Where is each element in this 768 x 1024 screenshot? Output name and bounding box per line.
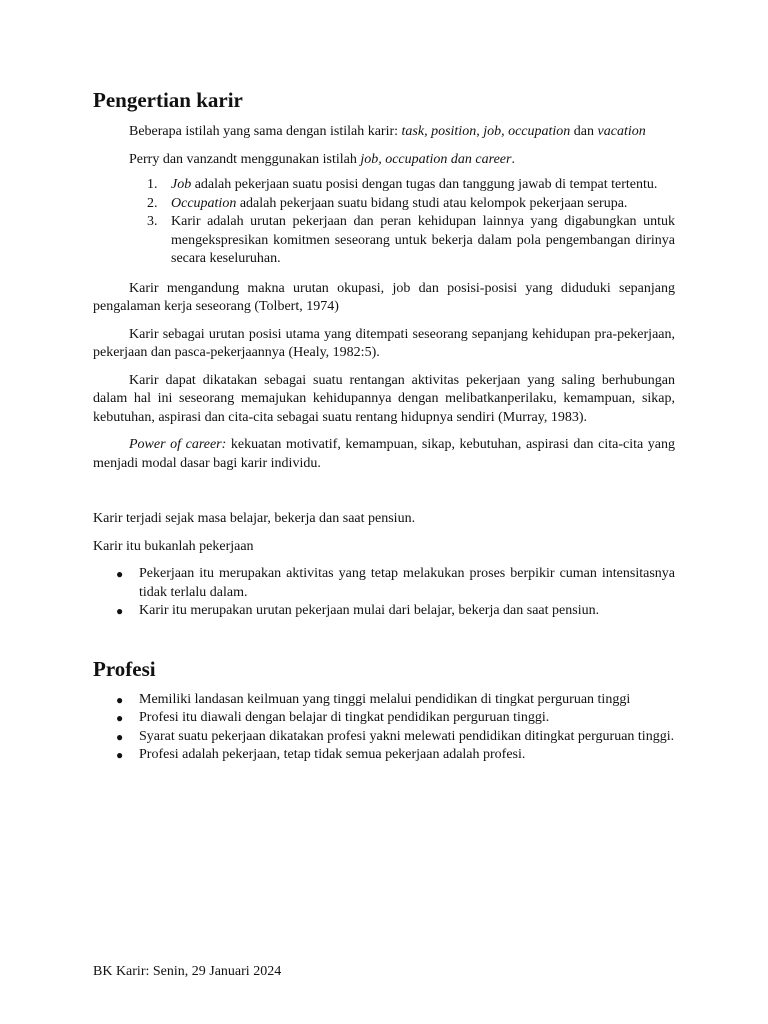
paragraph-istilah bbox=[93, 123, 675, 142]
document-page bbox=[93, 86, 675, 765]
list-number: 1. bbox=[147, 177, 158, 192]
bullet-icon: ● bbox=[116, 692, 124, 707]
list-item-italic: Occupation bbox=[171, 195, 237, 211]
bullet-icon: ● bbox=[116, 604, 124, 618]
paragraph-power-of-career bbox=[93, 436, 675, 473]
list-item bbox=[116, 728, 675, 747]
bullet-list-karir bbox=[116, 565, 675, 621]
paragraph-murray: Karir dapat dikatakan sebagai suatu rentangan aktivitas pekerjaan yang saling berhubungan dalam hal ini seseorang memajukan kehidupannya dengan melibatkanperilaku, kemampuan, sikap, kebutuhan, aspirasi dan cita-cita sebagai suatu rentang hidupnya sendiri (Murray, 1983). bbox=[93, 372, 675, 425]
bullet-icon: ● bbox=[116, 567, 124, 581]
bullet-list-profesi bbox=[116, 691, 675, 765]
list-item bbox=[116, 602, 675, 621]
list-item-text: adalah pekerjaan suatu posisi dengan tugas dan tanggung jawab di tempat tertentu. bbox=[191, 177, 658, 192]
list-item bbox=[116, 691, 675, 710]
list-item-text: adalah pekerjaan suatu bidang studi atau kelompok pekerjaan serupa. bbox=[236, 195, 628, 211]
paragraph-italic: task, position, job, occupation bbox=[401, 124, 571, 139]
list-item-text: Profesi itu diawali dengan belajar di tingkat pendidikan perguruan tinggi. bbox=[139, 710, 550, 725]
list-item-text: Memiliki landasan keilmuan yang tinggi melalui pendidikan di tingkat perguruan tinggi bbox=[139, 691, 631, 707]
list-item bbox=[147, 195, 675, 214]
list-item bbox=[116, 709, 675, 728]
list-item-text: Syarat suatu pekerjaan dikatakan profesi yakni melewati pendidikan ditingkat perguruan tinggi. bbox=[139, 728, 675, 744]
list-item-text: Pekerjaan itu merupakan aktivitas yang tetap melakukan proses berpikir cuman intensitasnya tidak terlalu dalam. bbox=[139, 566, 675, 600]
paragraph-okupasi: Karir mengandung makna urutan okupasi, job dan posisi-posisi yang diduduki sepanjang pengalaman kerja seseorang (Tolbert, 1974) bbox=[93, 280, 675, 314]
page-footer: BK Karir: Senin, 29 Januari 2024 bbox=[93, 964, 282, 979]
paragraph-italic: job, occupation dan career bbox=[360, 151, 512, 167]
bullet-icon: ● bbox=[116, 729, 124, 744]
list-item-italic: Job bbox=[171, 177, 192, 192]
paragraph-perry bbox=[93, 151, 675, 170]
list-item bbox=[116, 746, 675, 765]
list-item bbox=[147, 213, 675, 269]
paragraph-text: dan bbox=[570, 124, 598, 139]
list-number: 2. bbox=[147, 195, 158, 211]
paragraph-masa-belajar: Karir terjadi sejak masa belajar, bekerja dan saat pensiun. bbox=[93, 511, 416, 526]
paragraph-text: Beberapa istilah yang sama dengan istilah karir: bbox=[129, 124, 402, 139]
heading-profesi: Profesi bbox=[93, 656, 156, 681]
paragraph-bukan-pekerjaan: Karir itu bukanlah pekerjaan bbox=[93, 538, 254, 554]
paragraph-text: Perry dan vanzandt menggunakan istilah bbox=[129, 151, 361, 167]
list-number: 3. bbox=[147, 214, 158, 229]
paragraph-italic: Power of career: bbox=[129, 437, 227, 452]
list-item bbox=[147, 176, 675, 195]
bullet-icon: ● bbox=[116, 748, 124, 762]
heading-pengertian-karir: Pengertian karir bbox=[93, 88, 243, 112]
paragraph-text: . bbox=[511, 151, 515, 167]
paragraph-text: kekuatan motivatif, kemampuan, sikap, kebutuhan, aspirasi dan cita-cita yang menjadi modal dasar bagi karir individu. bbox=[93, 437, 675, 471]
list-item bbox=[116, 565, 675, 602]
list-item-text: Karir adalah urutan pekerjaan dan peran kehidupan lainnya yang digabungkan untuk mengekspresikan komitmen seseorang untuk bekerja dalam pola pengembangan dirinya secara keseluruhan. bbox=[171, 214, 675, 266]
list-item-text: Karir itu merupakan urutan pekerjaan mulai dari belajar, bekerja dan saat pensiun. bbox=[139, 603, 600, 618]
paragraph-healy: Karir sebagai urutan posisi utama yang ditempati seseorang sepanjang kehidupan pra-pekerjaan, pekerjaan dan pasca-pekerjaannya (Healy, 1982:5). bbox=[93, 326, 675, 360]
bullet-icon: ● bbox=[116, 711, 124, 725]
numbered-list bbox=[147, 176, 675, 269]
list-item-text: Profesi adalah pekerjaan, tetap tidak semua pekerjaan adalah profesi. bbox=[139, 747, 526, 762]
paragraph-italic: vacation bbox=[597, 124, 646, 139]
